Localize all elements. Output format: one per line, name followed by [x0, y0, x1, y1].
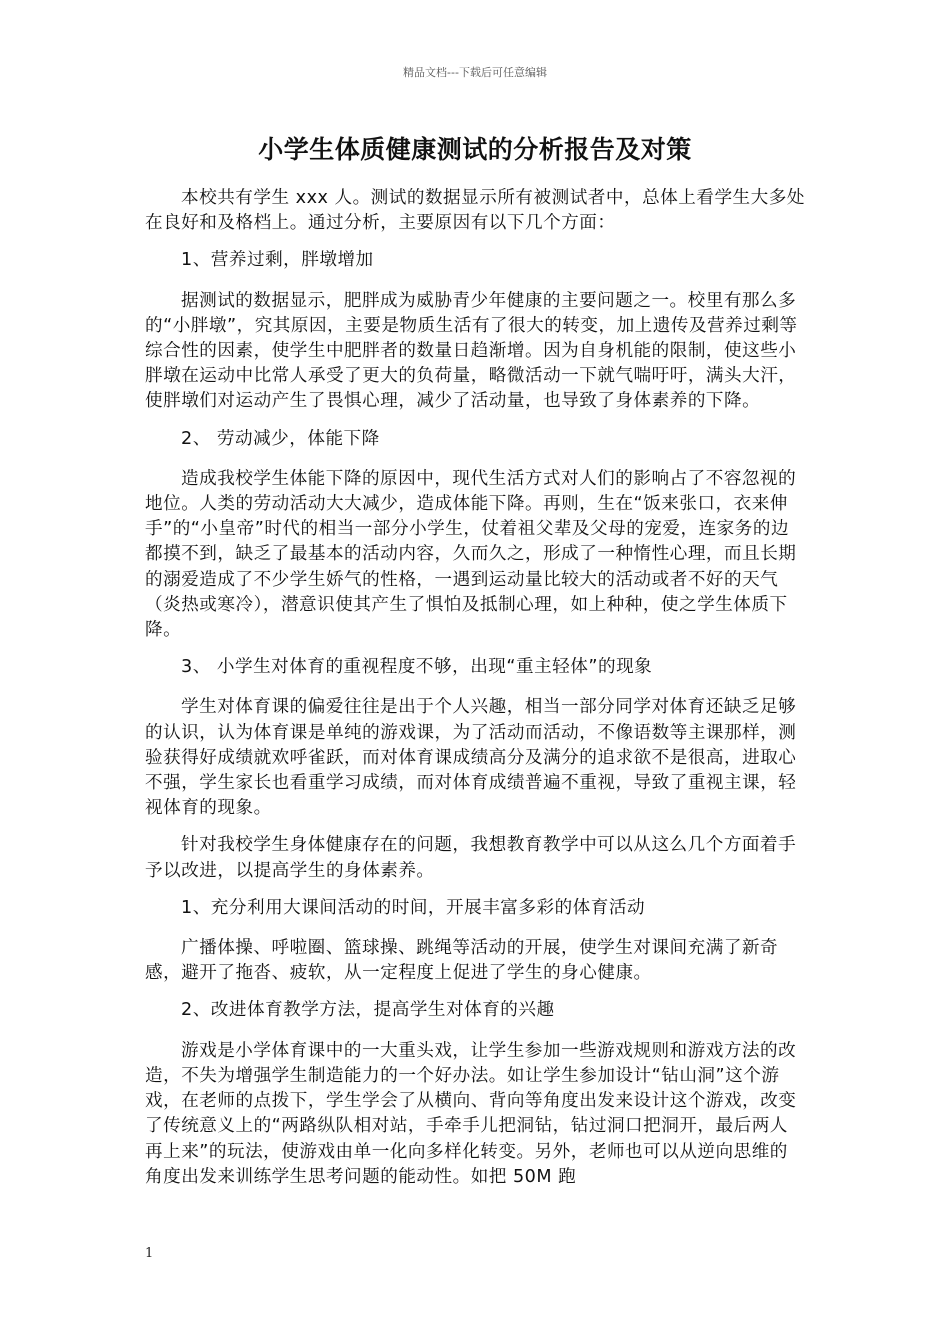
- measure-heading-recess: 1、充分利用大课间活动的时间，开展丰富多彩的体育活动: [181, 897, 646, 918]
- section-heading-attitude: 3、 小学生对体育的重视程度不够，出现“重主轻体”的现象: [181, 657, 653, 678]
- paragraph-intro: 本校共有学生 xxx 人。测试的数据显示所有被测试者中，总体上看学生大多处在良好和及格档上。通过分析，主要原因有以下几个方面：: [145, 188, 805, 234]
- document-title: 小学生体质健康测试的分析报告及对策: [258, 135, 692, 164]
- section-heading-nutrition: 1、营养过剩，胖墩增加: [181, 250, 374, 271]
- paragraph-recess: 广播体操、呼啦圈、篮球操、跳绳等活动的开展，使学生对课间充满了新奇感，避开了拖沓、疲软，从一定程度上促进了学生的身心健康。: [145, 938, 779, 984]
- document-body: [145, 186, 805, 1202]
- paragraph-measures-intro: 针对我校学生身体健康存在的问题，我想教育教学中可以从这么几个方面着手予以改进，以提高学生的身体素养。: [145, 835, 797, 881]
- paragraph-obesity: 据测试的数据显示，肥胖成为威胁青少年健康的主要问题之一。校里有那么多的“小胖墩”，究其原因，主要是物质生活有了很大的转变，加上遗传及营养过剩等综合性的因素，使学生中肥胖者的数量日趋渐增。因为自身机能的限制，使这些小胖墩在运动中比常人承受了更大的负荷量，略微活动一下就气喘吁吁，满头大汗，使胖墩们对运动产生了畏惧心理，减少了活动量，也导致了身体素养的下降。: [145, 290, 798, 412]
- header-note: 精品文档---下载后可任意编辑: [403, 66, 547, 79]
- paragraph-physical-decline: 造成我校学生体能下降的原因中，现代生活方式对人们的影响占了不容忽视的地位。人类的劳动活动大大减少，造成体能下降。再则，生在“饭来张口，衣来伸手”的“小皇帝”时代的相当一部分小学生，仗着祖父辈及父母的宠爱，连家务的边都摸不到，缺乏了最基本的活动内容，久而久之，形成了一种惰性心理，而且长期的溺爱造成了不少学生娇气的性格，一遇到运动量比较大的活动或者不好的天气（炎热或寒冷），潜意识使其产生了惧怕及抵制心理，如上种种，使之学生体质下降。: [145, 468, 797, 641]
- measure-heading-teaching: 2、改进体育教学方法，提高学生对体育的兴趣: [181, 1000, 555, 1021]
- paragraph-attitude: 学生对体育课的偏爱往往是出于个人兴趣，相当一部分同学对体育还缺乏足够的认识，认为体育课是单纯的游戏课，为了活动而活动，不像语数等主课那样，测验获得好成绩就欢呼雀跃，而对体育课成绩高分及满分的追求欲不是很高，进取心不强，学生家长也看重学习成绩，而对体育成绩普遍不重视，导致了重视主课，轻视体育的现象。: [145, 697, 797, 819]
- paragraph-games: 游戏是小学体育课中的一大重头戏，让学生参加一些游戏规则和游戏方法的改造，不失为增强学生制造能力的一个好办法。如让学生参加设计“钻山洞”这个游戏，在老师的点拨下，学生学会了从横向、背向等角度出发来设计这个游戏，改变了传统意义上的“两路纵队相对站，手牵手儿把洞钻，钻过洞口把洞开，最后两人再上来”的玩法，使游戏由单一化向多样化转变。另外，老师也可以从逆向思维的角度出发来训练学生思考问题的能动性。如把 50M 跑: [145, 1040, 797, 1187]
- section-heading-labor: 2、 劳动减少，体能下降: [181, 428, 380, 449]
- page-number: 1: [145, 1246, 154, 1261]
